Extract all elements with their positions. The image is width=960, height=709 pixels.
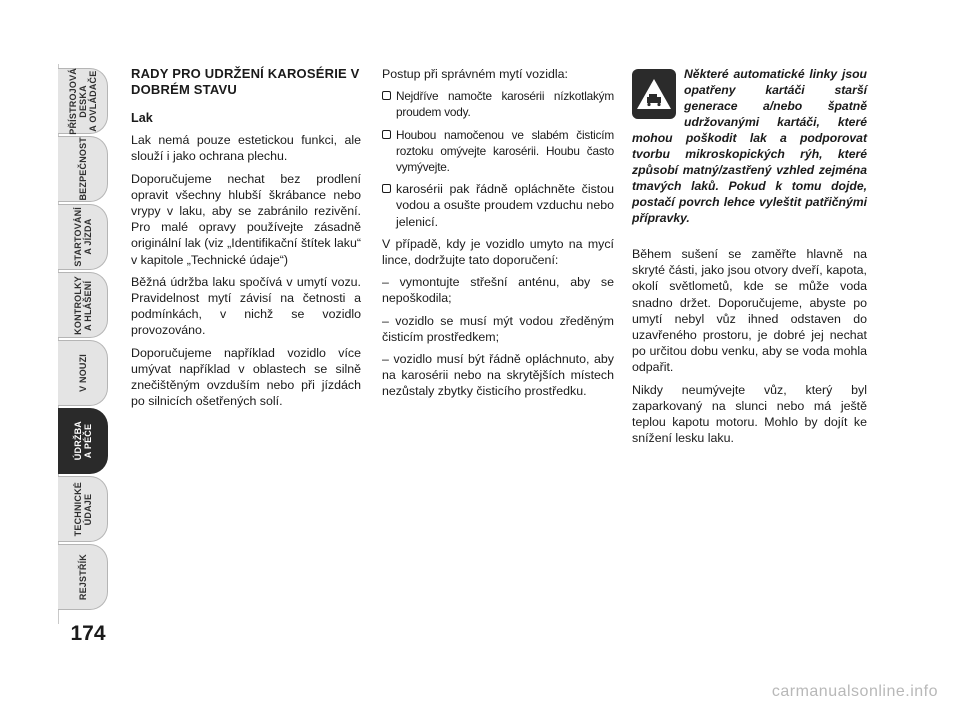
paragraph: Nikdy neumývejte vůz, který byl zaparkovaný na slunci nebo má ještě teplou kapotu motoru. Mohlo by dojít ke snížení lesku laku. <box>632 382 867 446</box>
tab-label: TECHNICKÉ ÚDAJE <box>72 481 93 537</box>
list-item-text: Nejdříve namočte karosérii nízkotlakým proudem vody. <box>396 89 614 120</box>
warning-text: Některé automatické linky jsou opatřeny kartáči starší generace a/nebo špatně udržovanými kartáči, které mohou poškodit lak a podporovat tvorbu mikroskopických rýh, které způsobí matný/zastřený vzhled zejména tmavých laků. Pokud k tomu dojde, postačí povrch lehce vyleštit patřičnými přípravky. <box>632 67 867 225</box>
paragraph: – vymontujte střešní anténu, aby se nepoškodila; <box>382 275 614 306</box>
tab-label: V NOUZI <box>77 354 88 392</box>
column-middle <box>382 66 614 406</box>
tab-label: REJSTŘÍK <box>77 553 88 601</box>
watermark: carmanualsonline.info <box>771 683 938 700</box>
tab-label: BEZPEČNOST <box>77 137 88 201</box>
checkbox-bullet-icon <box>382 130 391 139</box>
paragraph: Běžná údržba laku spočívá v umytí vozu. Pravidelnost mytí závisí na četnosti a podmínkách, v nichž se vozidlo provozováno. <box>131 274 361 338</box>
tab-kontrolky[interactable] <box>58 272 108 338</box>
list-item <box>382 88 614 120</box>
tab-label: STARTOVÁNÍ A JÍZDA <box>72 207 93 267</box>
paragraph: V případě, kdy je vozidlo umyto na mycí lince, dodržujte tato doporučení: <box>382 236 614 268</box>
section-title: RADY PRO UDRŽENÍ KAROSÉRIE V DOBRÉM STAVU <box>131 66 360 97</box>
column-left <box>131 66 361 415</box>
tab-label: PŘÍSTROJOVÁ DESKA A OVLÁDAČE <box>67 67 98 135</box>
tab-pristrojova-deska[interactable] <box>58 68 108 134</box>
tab-technicke-udaje[interactable] <box>58 476 108 542</box>
tab-v-nouzi[interactable] <box>58 340 108 406</box>
checkbox-bullet-icon <box>382 184 391 193</box>
warning-triangle-icon <box>632 69 676 119</box>
warning-box <box>632 66 867 226</box>
column-right <box>632 66 867 452</box>
tab-startovani[interactable] <box>58 204 108 270</box>
paragraph: Během sušení se zaměřte hlavně na skryté části, jako jsou otvory dveří, kapota, okolí světlometů, kde se může voda snadno držet. Doporučujeme, abyste po umytí nebyl vůz ihned odstaven do uzavřeného prostoru, je dobré jej nechat po určitou dobu venku, aby se voda mohla odpařit. <box>632 247 867 375</box>
tab-label: KONTROLKY A HLÁŠENÍ <box>72 275 93 335</box>
tab-rejstrik[interactable] <box>58 544 108 610</box>
paragraph: – vozidlo musí být řádně opláchnuto, aby na karosérii nebo na skrytějších místech nezůstaly zbytky čisticího prostředku. <box>382 352 614 399</box>
tab-label: ÚDRŽBA A PÉČE <box>72 421 93 461</box>
list-item <box>382 181 614 230</box>
checkbox-bullet-icon <box>382 91 391 100</box>
tab-bezpecnost[interactable] <box>58 136 108 202</box>
page-number: 174 <box>70 622 106 645</box>
list-item <box>382 127 614 176</box>
paragraph: Doporučujeme nechat bez prodlení opravit všechny hlubší škrábance nebo vrypy v laku, aby se zabránilo rezivění. Pro malé opravy používejte zásadně originální lak (viz „Identifikační štítek laku“ v kapitole „Technické údaje“) <box>131 171 361 267</box>
paragraph: – vozidlo se musí mýt vodou zředěným čisticím prostředkem; <box>382 313 614 344</box>
list-item-text: karosérii pak řádně opláchněte čistou vodou a osušte proudem vzduchu nebo jelenicí. <box>396 182 614 229</box>
subsection-title: Lak <box>131 111 153 125</box>
paragraph: Postup při správném mytí vozidla: <box>382 67 568 81</box>
list-item-text: Houbou namočenou ve slabém čisticím roztoku omývejte karosérii. Houbu často vymývejte. <box>396 127 614 175</box>
tab-udrzba[interactable] <box>58 408 108 474</box>
paragraph: Lak nemá pouze estetickou funkci, ale slouží i jako ochrana plechu. <box>131 133 361 164</box>
paragraph: Doporučujeme například vozidlo více umývat například v oblastech se silně znečištěným ovzduším nebo při jízdách po silnicích ošetřených solí. <box>131 345 361 409</box>
